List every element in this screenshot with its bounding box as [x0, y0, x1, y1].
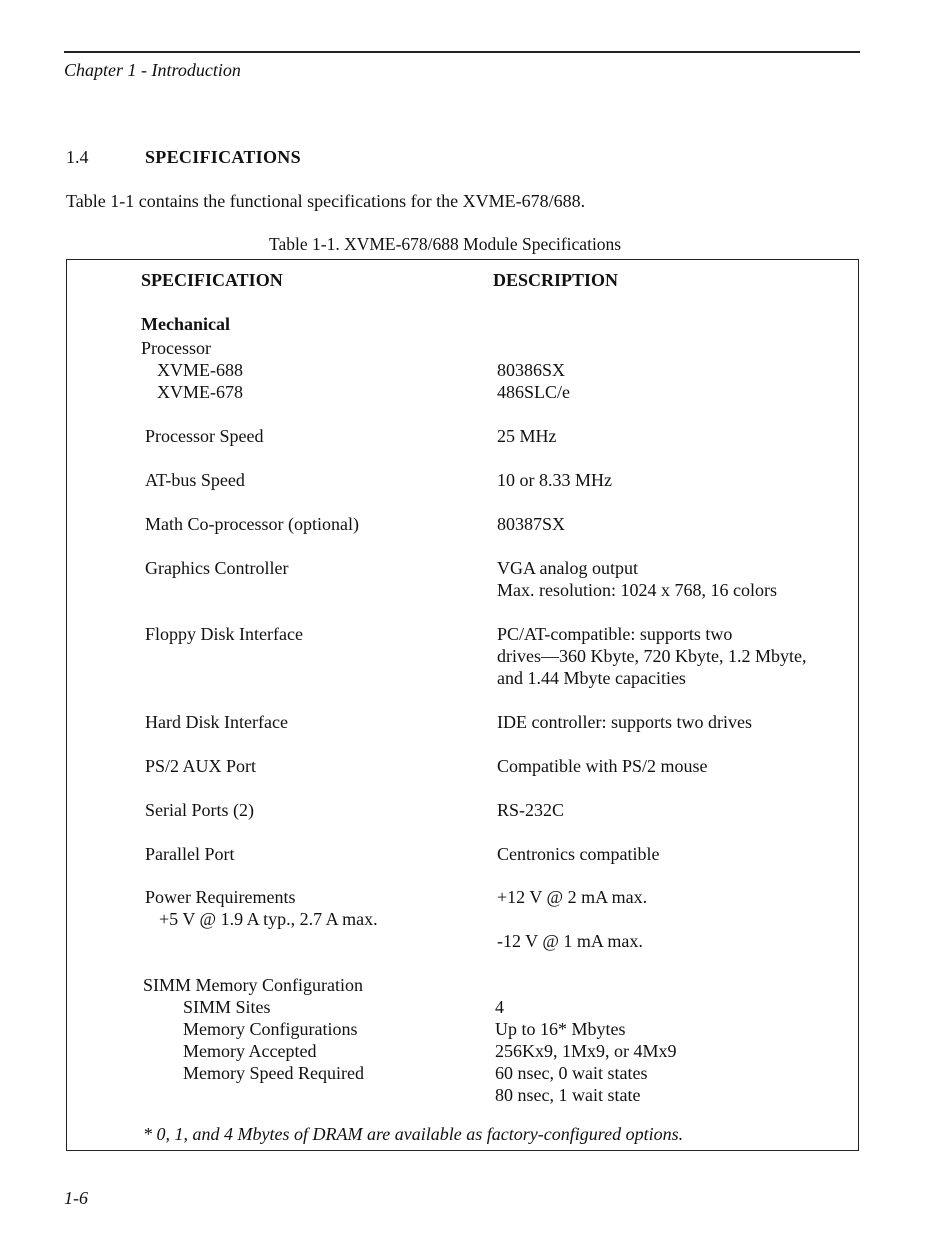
desc-ps2-aux-port: Compatible with PS/2 mouse [497, 756, 708, 776]
table-caption: Table 1-1. XVME-678/688 Module Specifications [269, 234, 622, 254]
spec-power-plus5: +5 V @ 1.9 A typ., 2.7 A max. [159, 909, 378, 929]
spec-memory-speed: Memory Speed Required [183, 1063, 364, 1083]
desc-memory-speed-line1: 60 nsec, 0 wait states [495, 1063, 648, 1083]
page-number: 1-6 [64, 1188, 88, 1208]
spec-simm-sites: SIMM Sites [183, 997, 271, 1017]
desc-atbus-speed: 10 or 8.33 MHz [497, 470, 612, 490]
spec-xvme678: XVME-678 [157, 382, 243, 402]
spec-graphics-controller: Graphics Controller [145, 558, 289, 578]
spec-processor: Processor [141, 338, 211, 358]
intro-paragraph: Table 1-1 contains the functional specifications for the XVME-678/688. [66, 191, 586, 211]
desc-graphics-line1: VGA analog output [497, 558, 638, 578]
section-number: 1.4 [66, 147, 89, 167]
desc-floppy-line1: PC/AT-compatible: supports two [497, 624, 733, 644]
desc-memory-configurations: Up to 16* Mbytes [495, 1019, 626, 1039]
spec-memory-accepted: Memory Accepted [183, 1041, 317, 1061]
spec-serial-ports: Serial Ports (2) [145, 800, 254, 820]
table-footnote: * 0, 1, and 4 Mbytes of DRAM are available as factory-configured options. [143, 1124, 684, 1144]
desc-serial-ports: RS-232C [497, 800, 565, 820]
desc-processor-speed: 25 MHz [497, 426, 557, 446]
spec-xvme688: XVME-688 [157, 360, 243, 380]
section-title: SPECIFICATIONS [145, 147, 301, 167]
spec-power-requirements: Power Requirements [145, 887, 296, 907]
desc-simm-sites: 4 [495, 997, 504, 1017]
desc-power-minus12: -12 V @ 1 mA max. [497, 931, 643, 951]
desc-hard-disk-interface: IDE controller: supports two drives [497, 712, 752, 732]
spec-atbus-speed: AT-bus Speed [145, 470, 245, 490]
desc-math-coprocessor: 80387SX [497, 514, 566, 534]
desc-floppy-line2: drives—360 Kbyte, 720 Kbyte, 1.2 Mbyte, [497, 646, 807, 666]
spec-simm-memory: SIMM Memory Configuration [143, 975, 363, 995]
desc-graphics-line2: Max. resolution: 1024 x 768, 16 colors [497, 580, 777, 600]
chapter-title: Chapter 1 - Introduction [64, 60, 241, 80]
column-header-specification: SPECIFICATION [141, 270, 283, 290]
desc-parallel-port: Centronics compatible [497, 844, 660, 864]
column-header-description: DESCRIPTION [493, 270, 619, 290]
spec-memory-configurations: Memory Configurations [183, 1019, 358, 1039]
spec-ps2-aux-port: PS/2 AUX Port [145, 756, 257, 776]
header-rule [64, 51, 860, 53]
spec-processor-speed: Processor Speed [145, 426, 264, 446]
desc-xvme688: 80386SX [497, 360, 566, 380]
group-mechanical: Mechanical [141, 314, 230, 334]
spec-parallel-port: Parallel Port [145, 844, 235, 864]
spec-math-coprocessor: Math Co-processor (optional) [145, 514, 359, 534]
spec-hard-disk-interface: Hard Disk Interface [145, 712, 288, 732]
spec-floppy-interface: Floppy Disk Interface [145, 624, 303, 644]
desc-power-plus12: +12 V @ 2 mA max. [497, 887, 648, 907]
desc-memory-accepted: 256Kx9, 1Mx9, or 4Mx9 [495, 1041, 677, 1061]
desc-memory-speed-line2: 80 nsec, 1 wait state [495, 1085, 641, 1105]
desc-xvme678: 486SLC/e [497, 382, 571, 402]
desc-floppy-line3: and 1.44 Mbyte capacities [497, 668, 686, 688]
